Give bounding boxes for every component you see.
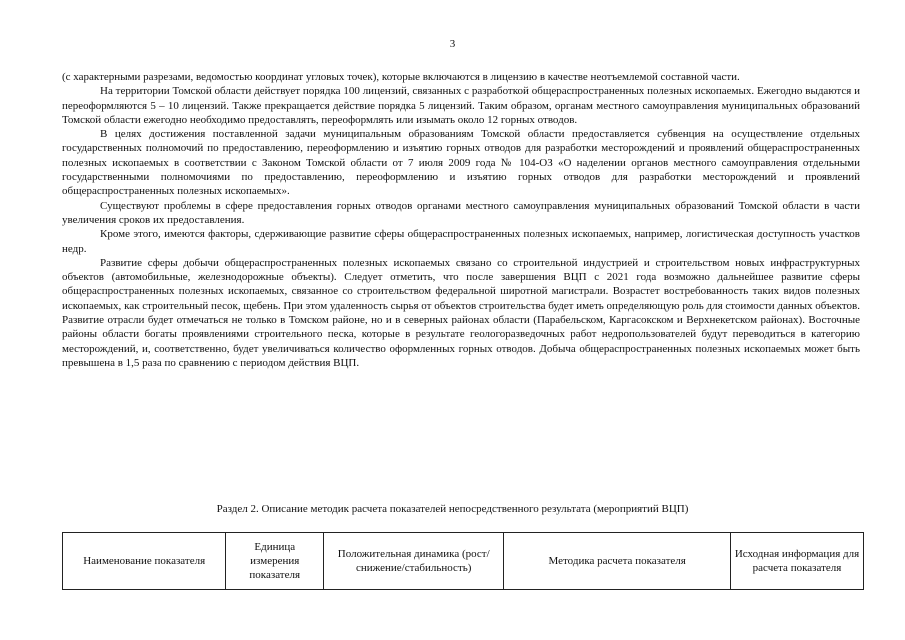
paragraph: В целях достижения поставленной задачи муниципальным образованиям Томской области предоставляется субвенция на осуществление отдельных государственных полномочий по предоставлению, переоформлению и изъятию горных отводов для разработки месторождений и проявлений общераспространенных полезных ископаемых в соответствии с Законом Томской области от 7 июля 2009 года № 104-ОЗ «О наделении органов местного самоуправления отдельными государственными полномочиями по предоставлению, переоформлению и изъятию горных отводов для разработки месторождений и проявлений общераспространенных полезных ископаемых». [62, 128, 860, 198]
paragraph: Развитие сферы добычи общераспространенных полезных ископаемых связано со строительной индустрией и строительством новых инфраструктурных объектов (автомобильные, железнодорожные объекты). Следует отметить, что после завершения ВЦП с 2021 года возможно дальнейшее развитие сферы общераспространенных полезных ископаемых, связанное со строительством федеральной широтной магистрали. Возрастет востребованность таких видов полезных ископаемых, как строительный песок, щебень. При этом удаленность сырья от объектов строительства будет иметь определяющую роль для стоимости данных объектов. Развитие отрасли будет отмечаться не только в Томском районе, но и в северных районах области (Парабельском, Каргасокском и Верхнекетском районах). Восточные районы области богаты проявлениями строительного песка, которые в результате геологоразведочных работ недропользователей будут переводиться в категорию месторождений, и, соответственно, будет увеличиваться количество оформленных горных отводов. Добыча общераспространенных полезных ископаемых может быть превышена в 1,5 раза по сравнению с периодом действия ВЦП. [62, 256, 860, 369]
header-dynamics: Положительная динамика (рост/снижение/стабильность) [324, 533, 504, 590]
body-text [62, 70, 860, 370]
methods-table [62, 532, 864, 590]
paragraph: (с характерными разрезами, ведомостью координат угловых точек), которые включаются в лицензию в качестве неотъемлемой составной части. [62, 71, 740, 83]
page-number: 3 [449, 38, 456, 50]
paragraph: Кроме этого, имеются факторы, сдерживающие развитие сферы общераспространенных полезных ископаемых, например, логистическая доступность участков недр. [62, 228, 860, 255]
paragraph: На территории Томской области действует порядка 100 лицензий, связанных с разработкой общераспространенных полезных ископаемых. Ежегодно выдаются и переоформляются 5 – 10 лицензий. Также прекращается действие порядка 5 лицензий. Таким образом, органам местного самоуправления муниципальных образований Томской области ежегодно необходимо предоставлять, переоформлять или изымать около 12 горных отводов. [62, 85, 860, 126]
section-title: Раздел 2. Описание методик расчета показателей непосредственного результата (мероприятий ВЦП) [216, 503, 689, 515]
header-source-info: Исходная информация для расчета показателя [731, 533, 864, 590]
header-unit: Единица измерения показателя [226, 533, 324, 590]
table-header-row [63, 533, 864, 590]
paragraph: Существуют проблемы в сфере предоставления горных отводов органами местного самоуправления муниципальных образований Томской области в части увеличения сроков их предоставления. [62, 199, 860, 226]
header-methodology: Методика расчета показателя [504, 533, 731, 590]
header-indicator-name: Наименование показателя [63, 533, 226, 590]
